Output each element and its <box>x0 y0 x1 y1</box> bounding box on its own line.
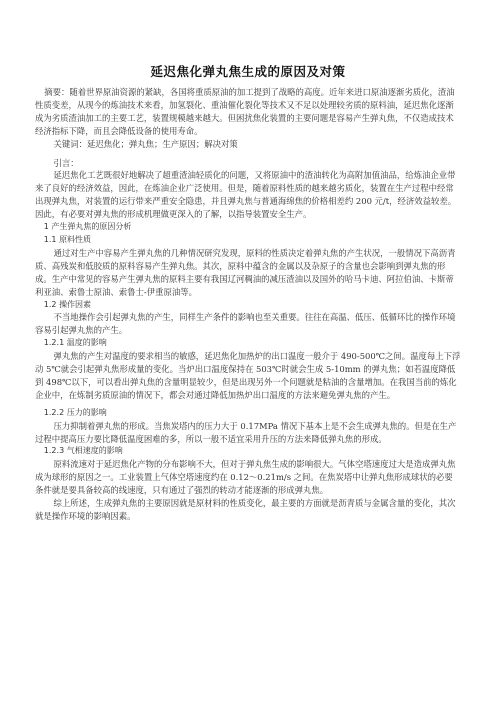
intro-heading: 引言： <box>53 157 79 168</box>
keywords-line: 关键词：延迟焦化；弹丸焦；生产原因；解决对策 <box>53 138 238 149</box>
document-title: 延迟焦化弹丸焦生成的原因及对策 <box>150 64 346 79</box>
section-1-heading: 1 产生弹丸焦的原因分析 <box>43 222 132 232</box>
section-1-2-3-paragraph: 原料流速对于延迟焦化产物的分布影响不大，但对于弹丸焦生成的影响很大。气体空塔速度过大是造成弹丸焦成为球形的原因之一。工业装置上气体空塔速度约在 0.12～0.21m/s 之间。在焦炭塔中让弹丸焦形成球状的必要条件就是要具备较高的线速度，只有通过了强烈的转动才能逐渐的形成弹丸焦。 <box>35 459 456 496</box>
section-1-1-paragraph: 通过对生产中容易产生弹丸焦的几种情况研究发现，原料的性质决定着弹丸焦的产生状况，一般情况下高沥青质、高残炭和低胶质的原料容易产生弹丸焦。其次，原料中蕴含的金属以及杂原子的含量也会影响到弹丸焦的形成。生产中常见的容易产生弹丸焦的原料主要有我国辽河稠油的减压渣油以及国外的哈马卡迪、阿拉伯油、卡斯蒂利亚油、索鲁士原油、索鲁士-伊重原油等。 <box>35 247 456 297</box>
section-1-2-heading: 1.2 操作因素 <box>43 299 92 309</box>
document-body <box>35 86 461 523</box>
section-1-2-2-heading: 1.2.2 压力的影响 <box>43 407 107 417</box>
section-1-2-paragraph: 不当地操作会引起弹丸焦的产生，同样生产条件的影响也至关重要。往往在高温、低压、低循环比的操作环境容易引起弹丸焦的产生。 <box>35 312 456 336</box>
section-1-2-1-paragraph: 弹丸焦的产生对温度的要求相当的敏感，延迟焦化加热炉的出口温度一般介于 490-500℃之间。温度每上下浮动 5℃就会引起弹丸焦形成量的变化。当炉出口温度保持在 503℃时就会生成 5-10mm 的弹丸焦；如若温度降低到 498℃以下，可以看出弹丸焦的含量明显较少，但是出现另外一个问题就是粘油的含量增加。在我国当前的炼化企业中，在炼制劣质原油的情况下，都会对通过降低加热炉出口温度的方法来避免弹丸焦的产生。 <box>35 351 461 400</box>
summary-paragraph: 综上所述，生成弹丸焦的主要原因就是原材料的性质变化，最主要的方面就是沥青质与金属含量的变化，其次就是操作环境的影响因素。 <box>35 498 456 521</box>
abstract-paragraph: 摘要：随着世界原油资源的紧缺，各国将重质原油的加工提到了战略的高度。近年来进口原油逐渐劣质化，渣油性质变差，从现今的炼油技术来看，加氢裂化、重油催化裂化等技术又不足以处理较劣质的原料油，延迟焦化逐渐成为劣质渣油加工的主要工艺，装置规模越来越大。但困扰焦化装置的主要问题是容易产生弹丸焦，不仅造成技术经济指标下降，而且会降低设备的使用寿命。 <box>35 87 455 136</box>
intro-paragraph: 延迟焦化工艺既很好地解决了超重渣油轻质化的问题，又将原油中的渣油转化为高附加值油品，给炼油企业带来了良好的经济效益，因此，在炼油企业广泛使用。但是，随着原料性质的越来越劣质化，装置在生产过程中经常出现弹丸焦，对装置的运行带来严重安全隐患，并且弹丸焦与普通海绵焦的价格相差约 200 元/t，经济效益较差。因此，有必要对弹丸焦的形成机理做更深入的了解，以指导装置安全生产。 <box>35 170 457 220</box>
section-1-1-heading: 1.1 原料性质 <box>43 234 92 244</box>
section-1-2-2-paragraph: 压力抑制着弹丸焦的形成。当焦炭塔内的压力大于 0.17MPa 情况下基本上是不会生成弹丸焦的。但是在生产过程中提高压力要比降低温度困难的多，所以一般不适宜采用升压的方法来降低弹丸焦的形成。 <box>35 420 457 444</box>
section-1-2-3-heading: 1.2.3 气相速度的影响 <box>43 446 123 456</box>
section-1-2-1-heading: 1.2.1 温度的影响 <box>43 338 107 348</box>
